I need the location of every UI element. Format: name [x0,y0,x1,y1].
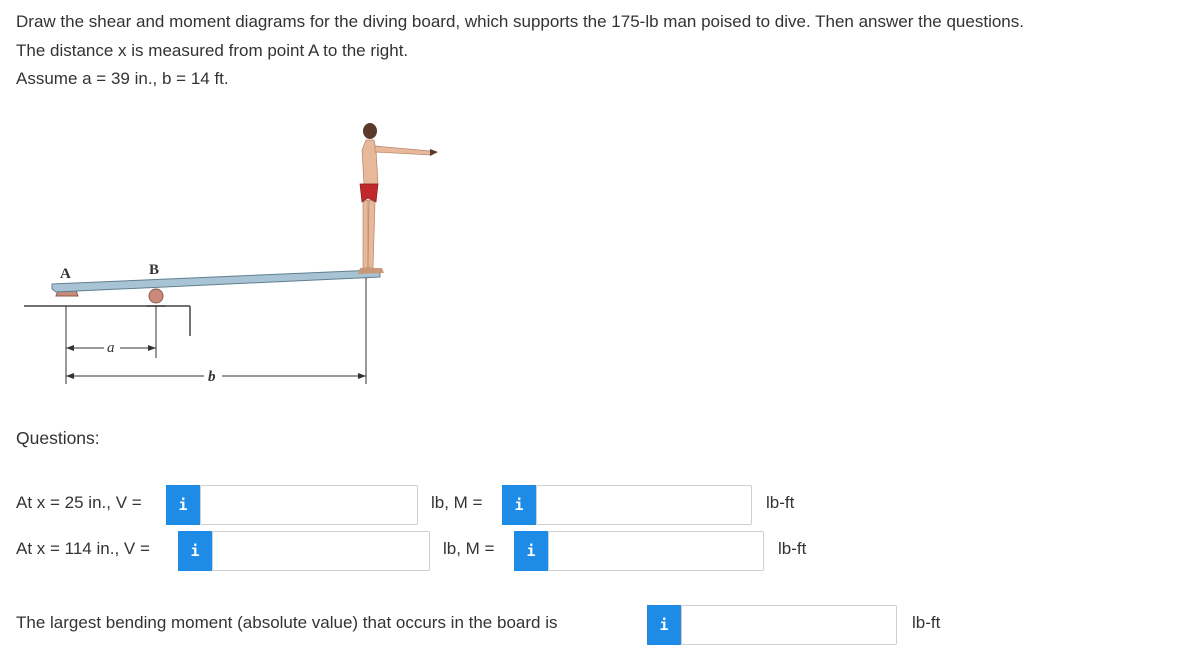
q2-v-info-icon[interactable]: i [178,531,212,571]
q1-m-input[interactable] [536,485,752,525]
problem-line-3: Assume a = 39 in., b = 14 ft. [16,69,229,88]
questions-heading: Questions: [16,428,100,448]
q2-unit: lb-ft [778,539,807,558]
question-row-2 [0,531,1181,571]
dim-a-arrow-left [66,345,74,351]
roller-support-b [149,289,163,303]
q2-mid-label: lb, M = [443,539,495,558]
q1-v-info-icon[interactable]: i [166,485,200,525]
dim-b-arrow-right [358,373,366,379]
q2-v-input[interactable] [212,531,430,571]
question-row-1 [0,485,1181,525]
q1-unit: lb-ft [766,493,795,512]
dim-b-label: b [208,369,216,385]
dim-a-label: a [107,340,115,356]
diver-figure [358,123,438,274]
problem-statement [16,8,1176,94]
q2-prefix: At x = 114 in., V = [16,539,150,558]
q2-m-input[interactable] [548,531,764,571]
point-b-label: B [149,262,160,278]
diving-board-figure [20,118,450,398]
q3-info-icon[interactable]: i [647,605,681,645]
diving-board [52,270,380,292]
q1-mid-label: lb, M = [431,493,483,512]
q1-prefix: At x = 25 in., V = [16,493,142,512]
problem-line-1: Draw the shear and moment diagrams for the diving board, which supports the 175-lb man poised to dive. Then answer the questions. [16,12,1024,31]
dim-b-arrow-left [66,373,74,379]
q1-v-input[interactable] [200,485,418,525]
problem-line-2: The distance x is measured from point A to the right. [16,40,409,60]
diving-board-diagram [20,118,450,398]
q3-input[interactable] [681,605,897,645]
q3-unit: lb-ft [912,613,941,632]
q2-m-info-icon[interactable]: i [514,531,548,571]
question-row-3 [0,605,1181,645]
dim-a-arrow-right [148,345,156,351]
point-a-label: A [60,266,71,282]
q1-m-info-icon[interactable]: i [502,485,536,525]
q3-prefix: The largest bending moment (absolute value) that occurs in the board is [16,613,558,632]
